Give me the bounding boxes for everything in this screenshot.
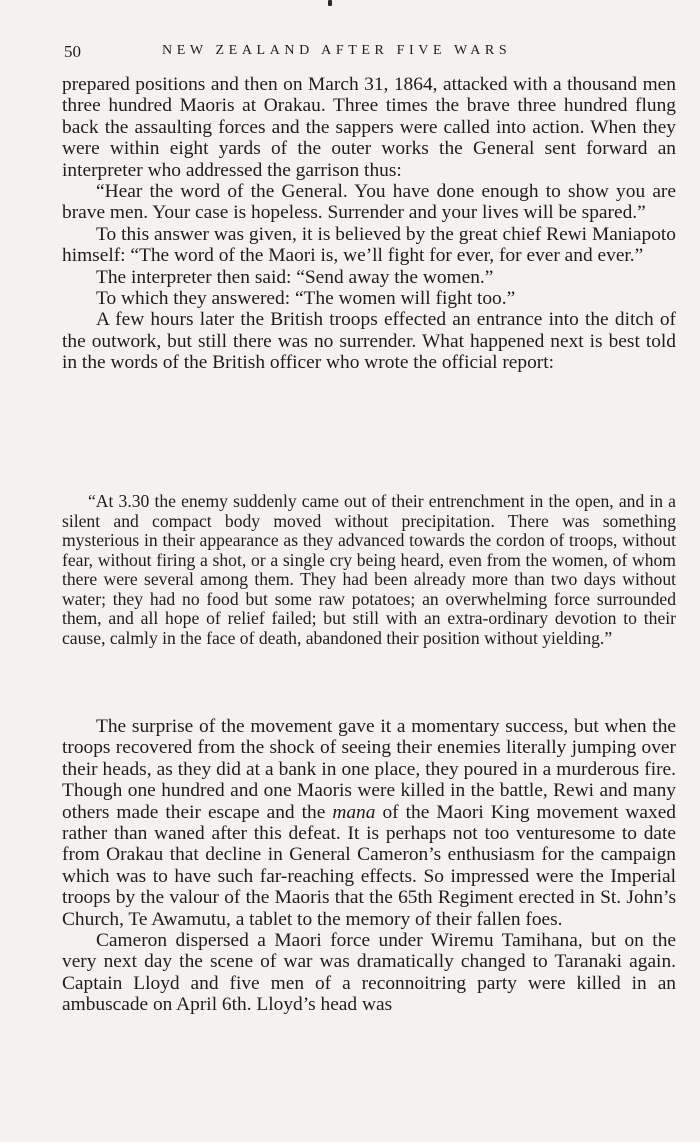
paragraph-text: of the Maori King movement waxed rather than waned after this defeat. It is perhaps not too venturesome to date from Orakau that decline in General Cameron’s enthusiasm for the campaign which was to have such far-reaching effects. So impressed were the Imperial troops by the valour of the Maoris that the 65th Regiment erected in St. John’s Church, Te Awamutu, a tablet to the memory of their fallen foes. [62,801,677,930]
running-head [62,42,676,64]
paragraph: A few hours later the British troops effected an entrance into the ditch of the outwork, but still there was no surrender. What happened next is best told in the words of the British officer who wrote the official report: [62,309,676,374]
paragraph-text: The surprise of the movement gave it a momentary success, but when the troops recovered from the shock of seeing their enemies literally jumping over their heads, as they did at a bank in one place, they poured in a murderous fire. Though one hundred and one Maoris were killed in the battle, Rewi and many others made their escape and the [62,716,676,823]
running-head-title: NEW ZEALAND AFTER FIVE WARS [162,43,512,58]
block-quotation [62,492,676,648]
paragraph: To this answer was given, it is believed by the great chief Rewi Maniapoto himself: “The word of the Maori is, we’ll fight for ever, for ever and ever.” [62,223,676,267]
body-text-top [62,74,676,374]
paragraph: “Hear the word of the General. You have done enough to show you are brave men. Your case is hopeless. Surrender and your lives will be spared.” [62,181,676,224]
paragraph: Cameron dispersed a Maori force under Wiremu Tamihana, but on the very next day the scene of war was dramatically changed to Taranaki again. Captain Lloyd and five men of a reconnoitring party were killed in an ambuscade on April 6th. Lloyd’s head was [62,930,676,1016]
paragraph: prepared positions and then on March 31, 1864, attacked with a thousand men three hundred Maoris at Orakau. Three times the brave three hundred flung back the assaulting forces and the sappers were called into action. When they were within eight yards of the outer works the General sent forward an interpreter who addressed the garrison thus: [62,74,676,181]
paragraph [62,716,676,930]
body-text-bottom [62,716,676,1016]
page-number: 50 [64,42,81,61]
book-page [62,0,676,1142]
paragraph: To which they answered: “The women will fight too.” [96,288,516,310]
quotation-text: “At 3.30 the enemy suddenly came out of their entrenchment in the open, and in a silent and compact body moved without precipitation. There was something mysterious in their appearance as they advanced towards the cordon of troops, without fear, without firing a shot, or a single cry being heard, even from the women, of whom there were several among them. They had been already more than two days without water; they had no food but some raw potatoes; an overwhelming force surrounded them, and all hope of relief failed; but still with an extra-ordinary devotion to their cause, calmly in the face of death, abandoned their position without yielding.” [62,491,676,648]
italic-term: mana [332,801,376,823]
paragraph: The interpreter then said: “Send away the women.” [96,266,494,288]
